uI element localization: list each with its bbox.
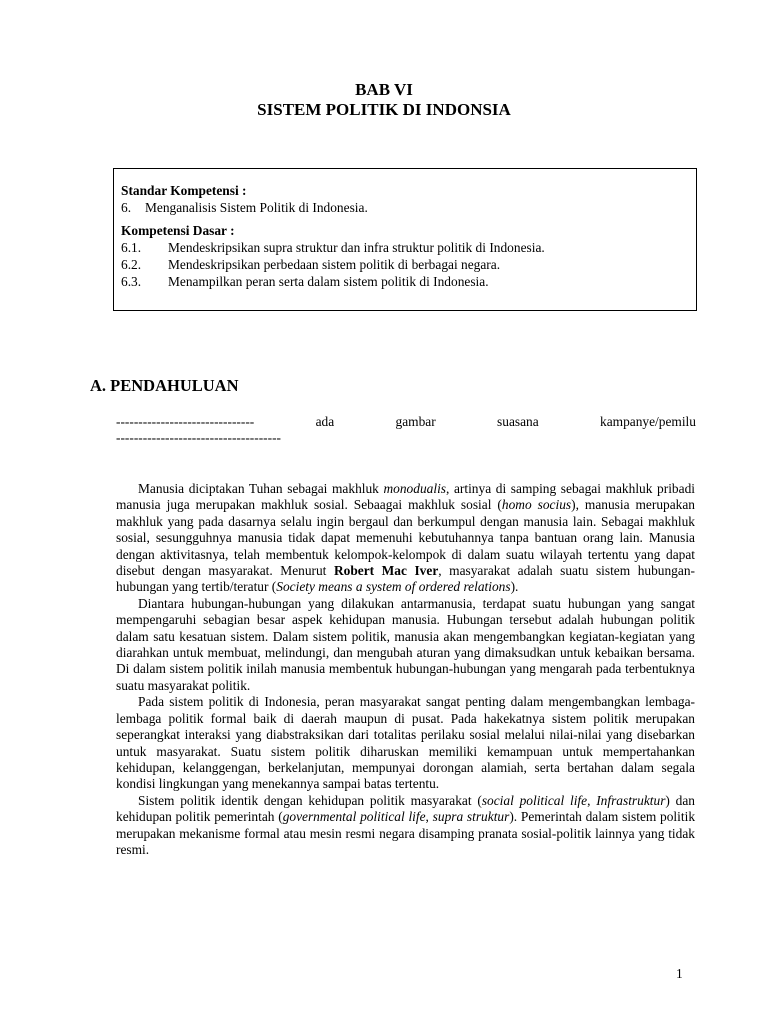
image-placeholder-note — [116, 414, 696, 446]
standard-competency-heading: Standar Kompetensi : — [121, 183, 247, 198]
basic-competency-item — [121, 240, 689, 257]
placeholder-word: suasana — [497, 414, 539, 429]
placeholder-dashes: ------------------------------------- — [116, 430, 281, 445]
placeholder-dashes: ------------------------------- — [116, 414, 255, 429]
item-number: 6.1. — [121, 240, 142, 255]
paragraph: Pada sistem politik di Indonesia, peran masyarakat sangat penting dalam mengembangkan lembaga-lembaga politik formal baik di daerah maupun di pusat. Pada hakekatnya sistem politik merupakan seperangkat interaksi yang diabstraksikan dari totalitas perilaku sosial melalui nilai-nilai yang disebarkan untuk masyarakat. Suatu sistem politik diharuskan memiliki kemampuan untuk mempertahankan kehidupan, kelanggengan, berkelanjutan, mempunyai dorongan alamiah, serta bertahan dalam segala kondisi lingkungan yang menekannya sampai batas tertentu. — [116, 694, 695, 792]
chapter-number: BAB VI — [355, 80, 413, 99]
placeholder-word: kampanye/pemilu — [600, 414, 696, 429]
paragraph: Sistem politik identik dengan kehidupan politik masyarakat (social political life, Infrastruktur) dan kehidupan politik pemerintah (governmental political life, supra struktur). Pemerintah dalam sistem politik merupakan mekanisme formal atau mesin resmi negara disamping pranata sosial-politik lainnya yang tidak resmi. — [116, 792, 696, 857]
basic-competency-item — [121, 257, 689, 274]
section-heading: A. PENDAHULUAN — [90, 376, 239, 395]
paragraph: Diantara hubungan-hubungan yang dilakukan antarmanusia, terdapat suatu hubungan yang sangat mempengaruhi sebagian besar aspek kehidupan manusia. Hubungan tersebut adalah hubungan politik dalam satu kesatuan sistem. Dalam sistem politik, manusia akan mengembangkan kegiatan-kegiatan yang diarahkan untuk membuat, melindungi, dan mengubah aturan yang dimaksudkan untuk kebaikan bersama. Di dalam sistem politik inilah manusia membentuk hubungan-hubungan yang mengarah pada terbentuknya suatu masyarakat politik. — [116, 595, 695, 693]
competency-box — [113, 168, 697, 311]
item-text: Mendeskripsikan perbedaan sistem politik di berbagai negara. — [168, 257, 501, 272]
item-number: 6.2. — [121, 257, 142, 272]
placeholder-word: gambar — [395, 414, 436, 429]
basic-competency-heading: Kompetensi Dasar : — [121, 223, 235, 238]
item-number: 6. — [121, 200, 132, 215]
item-number: 6.3. — [121, 274, 142, 289]
basic-competency-item — [121, 274, 689, 291]
page-number: 1 — [676, 966, 683, 981]
item-text: Menganalisis Sistem Politik di Indonesia. — [145, 200, 368, 215]
paragraph: Manusia diciptakan Tuhan sebagai makhluk monodualis, artinya di samping sebagai makhluk pribadi manusia juga merupakan makhluk sosial. Sebaagai makhluk sosial (homo socius), manusia merupakan makhluk yang pada dasarnya selalu ingin bergaul dan berkumpul dengan manusia lain. Sebagai makhluk sosial, sesungguhnya manusia tidak dapat memenuhi kebutuhannya tanpa bantuan orang lain. Manusia dengan aktivitasnya, telah membentuk kelompok-kelompok di dalam suatu wilayah tertentu yang dapat disebut dengan masyarakat. Menurut Robert Mac Iver, masyarakat adalah suatu sistem hubungan-hubungan yang tertib/teratur (Society means a system of ordered relations). — [116, 481, 695, 595]
placeholder-word: ada — [315, 414, 335, 429]
body-text — [116, 481, 695, 858]
item-text: Menampilkan peran serta dalam sistem politik di Indonesia. — [168, 274, 489, 289]
chapter-title: SISTEM POLITIK DI INDONSIA — [257, 100, 511, 119]
standard-competency-item — [121, 200, 689, 217]
item-text: Mendeskripsikan supra struktur dan infra struktur politik di Indonesia. — [168, 240, 545, 255]
